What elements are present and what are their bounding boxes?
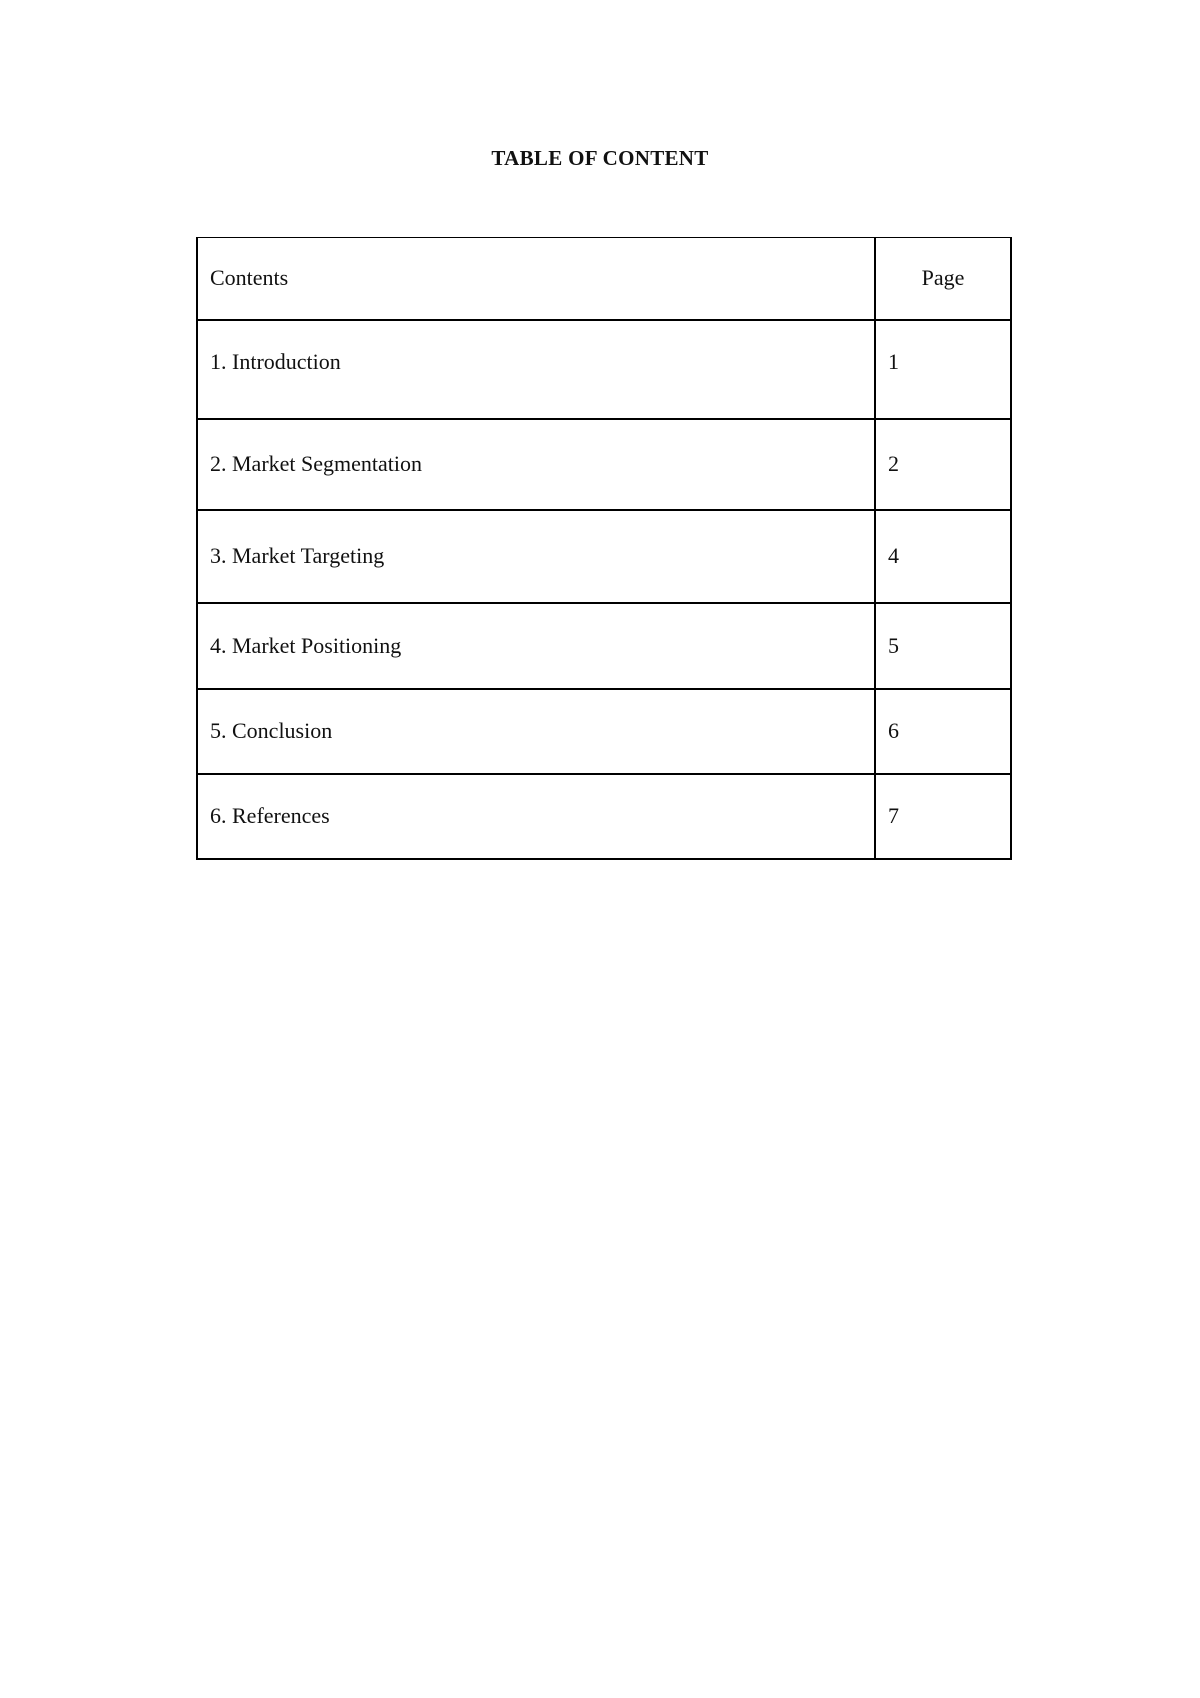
toc-table	[196, 237, 1012, 860]
toc-row	[197, 320, 1011, 419]
toc-entry-label: 5. Conclusion	[197, 689, 875, 774]
toc-row	[197, 419, 1011, 510]
toc-entry-page: 1	[875, 320, 1011, 419]
toc-row	[197, 774, 1011, 859]
toc-entry-page: 5	[875, 603, 1011, 689]
toc-header-row	[197, 238, 1011, 320]
toc-header-contents: Contents	[197, 238, 875, 320]
toc-entry-page: 2	[875, 419, 1011, 510]
toc-row	[197, 510, 1011, 603]
toc-entry-page: 7	[875, 774, 1011, 859]
toc-entry-label: 6. References	[197, 774, 875, 859]
toc-entry-page: 6	[875, 689, 1011, 774]
toc-row	[197, 689, 1011, 774]
toc-entry-label: 2. Market Segmentation	[197, 419, 875, 510]
toc-entry-label: 4. Market Positioning	[197, 603, 875, 689]
toc-entry-label: 3. Market Targeting	[197, 510, 875, 603]
toc-header-page: Page	[875, 238, 1011, 320]
page-title: TABLE OF CONTENT	[491, 146, 709, 170]
toc-row	[197, 603, 1011, 689]
toc-entry-page: 4	[875, 510, 1011, 603]
toc-entry-label: 1. Introduction	[197, 320, 875, 419]
